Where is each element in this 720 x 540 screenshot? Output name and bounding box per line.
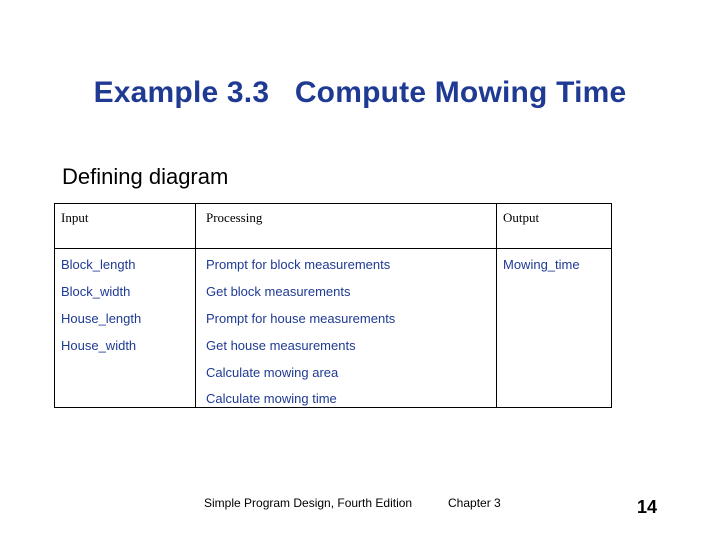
footer-book-title: Simple Program Design, Fourth Edition [204,496,413,510]
page-number: 14 [637,497,658,517]
processing-step: Prompt for block measurements [206,257,391,272]
header-processing: Processing [206,210,263,225]
input-item: Block_width [61,284,131,299]
column-divider [195,204,196,407]
section-heading: Defining diagram [62,164,229,189]
processing-step: Calculate mowing time [206,391,337,406]
column-divider [496,204,497,407]
processing-step: Get block measurements [206,284,351,299]
input-item: Block_length [61,257,136,272]
defining-diagram-table [54,203,612,408]
processing-step: Calculate mowing area [206,365,339,380]
output-item: Mowing_time [503,257,580,272]
footer-chapter: Chapter 3 [448,496,501,510]
header-input: Input [61,210,89,225]
processing-step: Get house measurements [206,338,356,353]
processing-step: Prompt for house measurements [206,311,396,326]
header-output: Output [503,210,540,225]
slide-title: Example 3.3 Compute Mowing Time [93,76,627,109]
input-item: House_length [61,311,142,326]
input-item: House_width [61,338,137,353]
header-divider [55,248,611,249]
